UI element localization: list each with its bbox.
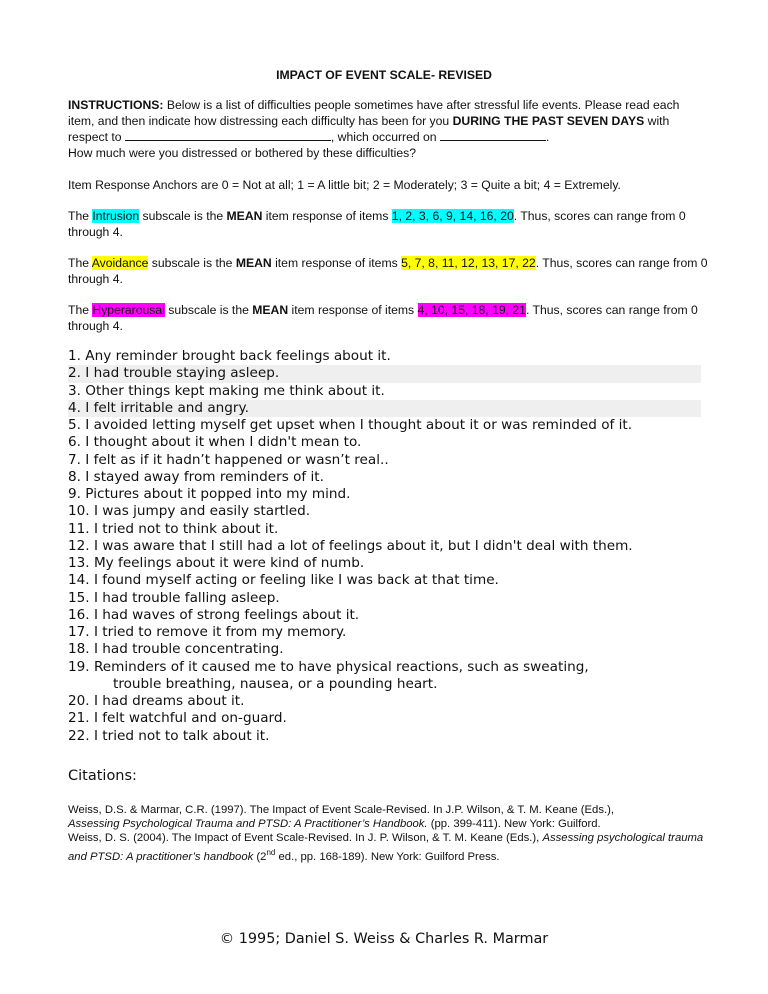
list-item: 16. I had waves of strong feelings about it. (68, 606, 360, 623)
event-blank-line (125, 129, 331, 141)
avoidance-items-highlight: 5, 7, 8, 11, 12, 13, 17, 22 (401, 256, 536, 270)
list-item: 17. I tried to remove it from my memory. (68, 624, 347, 640)
reference-text: (2 (253, 850, 267, 863)
copyright-footer: © 1995; Daniel S. Weiss & Charles R. Marmar (219, 931, 549, 947)
page-title: IMPACT OF EVENT SCALE- REVISED (276, 68, 492, 82)
list-item: 22. I tried not to talk about it. (68, 727, 270, 744)
intrusion-items-highlight: 1, 2, 3, 6, 9, 14, 16, 20 (391, 209, 514, 223)
intrusion-highlight: Intrusion (92, 209, 140, 223)
subscale-text: item response of items (271, 256, 402, 270)
subscale-text: item response of items (262, 209, 392, 223)
hyperarousal-items-highlight: 4, 10, 15, 18, 19, 21 (417, 303, 526, 317)
list-item: 7. I felt as if it hadn’t happened or wasn’t real.. (68, 451, 389, 468)
subscale-text: subscale is the (164, 303, 253, 317)
list-item-continuation: trouble breathing, nausea, or a pounding heart. (113, 675, 438, 692)
reference-text: (pp. 399-411). New York: Guilford. (427, 818, 601, 831)
avoidance-highlight: Avoidance (91, 256, 149, 270)
reference-text: Weiss, D.S. & Marmar, C.R. (1997). The Impact of Event Scale-Revised. In J.P. Wilson, & T. M. Keane (Eds.), (68, 804, 615, 816)
list-item: 19. Reminders of it caused me to have physical reactions, such as sweating, (68, 658, 589, 675)
list-item: 20. I had dreams about it. (68, 693, 245, 709)
list-item: 15. I had trouble falling asleep. (68, 589, 280, 606)
list-item: 6. I thought about it when I didn't mean to. (68, 434, 362, 451)
subscale-text: . Thus, scores can range from 0 through 4. (68, 303, 698, 333)
subscale-text: subscale is the (148, 256, 236, 270)
list-item: 2. I had trouble staying asleep. (68, 365, 701, 382)
list-item: 4. I felt irritable and angry. (68, 400, 701, 417)
hyperarousal-subscale (68, 302, 708, 334)
subscale-text: The (68, 303, 93, 317)
citations-heading: Citations: (68, 768, 137, 784)
mean-label: MEAN (226, 209, 263, 223)
reference-title: Assessing Psychological Trauma and PTSD: A Practitioner’s Handbook. (68, 818, 428, 831)
reference-text: ed., pp. 168-189). New York: Guilford Press. (275, 850, 500, 863)
subscale-text: . Thus, scores can range from 0 through 4. (68, 209, 686, 239)
subscale-text: subscale is the (139, 209, 227, 223)
edition-superscript: nd (266, 847, 276, 857)
instructions-text-3: , which occurred on (330, 130, 440, 144)
instructions-text-2: with respect to (68, 114, 670, 144)
subscale-text: item response of items (288, 303, 418, 317)
reference-1 (68, 803, 708, 831)
hyperarousal-highlight: Hyperarousal (92, 303, 165, 317)
subscale-text: The (68, 209, 93, 223)
list-item: 8. I stayed away from reminders of it. (68, 468, 324, 485)
date-blank-line (440, 129, 546, 141)
instructions-text-1: Below is a list of difficulties people sometimes have after stressful life events. Please read each item, and then indicate how distressing each difficulty has been for you (68, 98, 680, 128)
mean-label: MEAN (235, 256, 272, 270)
reference-2 (68, 831, 708, 863)
subscale-text: The (68, 256, 92, 270)
intrusion-subscale (68, 208, 708, 240)
list-item: 21. I felt watchful and on-guard. (68, 710, 287, 727)
instructions-text-4: . (545, 130, 550, 144)
list-item: 9. Pictures about it popped into my mind. (68, 486, 351, 502)
list-item: 1. Any reminder brought back feelings about it. (68, 348, 391, 364)
references (68, 803, 708, 864)
subscale-text: . Thus, scores can range from 0 through 4. (68, 256, 708, 286)
list-item: 12. I was aware that I still had a lot of feelings about it, but I didn't deal with them. (68, 537, 633, 554)
instructions-question: How much were you distressed or bothered by these difficulties? (68, 146, 416, 160)
instructions-label: INSTRUCTIONS: (68, 98, 164, 112)
list-item: 5. I avoided letting myself get upset when I thought about it or was reminded of it. (68, 417, 633, 433)
list-item: 13. My feelings about it were kind of numb. (68, 555, 365, 571)
list-item: 3. Other things kept making me think about it. (68, 382, 385, 399)
reference-title: Assessing psychological trauma and PTSD: A practitioner’s handbook (68, 832, 704, 863)
avoidance-subscale (68, 255, 708, 287)
reference-text: Weiss, D. S. (2004). The Impact of Event Scale-Revised. In J. P. Wilson, & T. M. Keane (Eds.), (68, 832, 543, 845)
instructions-paragraph (68, 97, 708, 161)
list-item: 10. I was jumpy and easily startled. (68, 503, 311, 520)
list-item: 14. I found myself acting or feeling like I was back at that time. (68, 572, 499, 589)
item-list (68, 348, 708, 745)
list-item: 18. I had trouble concentrating. (68, 641, 284, 658)
anchors-line: Item Response Anchors are 0 = Not at all; 1 = A little bit; 2 = Moderately; 3 = Quite a bit; 4 = Extremely. (68, 178, 621, 192)
instructions-emphasis: DURING THE PAST SEVEN DAYS (452, 114, 645, 128)
mean-label: MEAN (252, 303, 289, 317)
list-item: 11. I tried not to think about it. (68, 520, 279, 537)
